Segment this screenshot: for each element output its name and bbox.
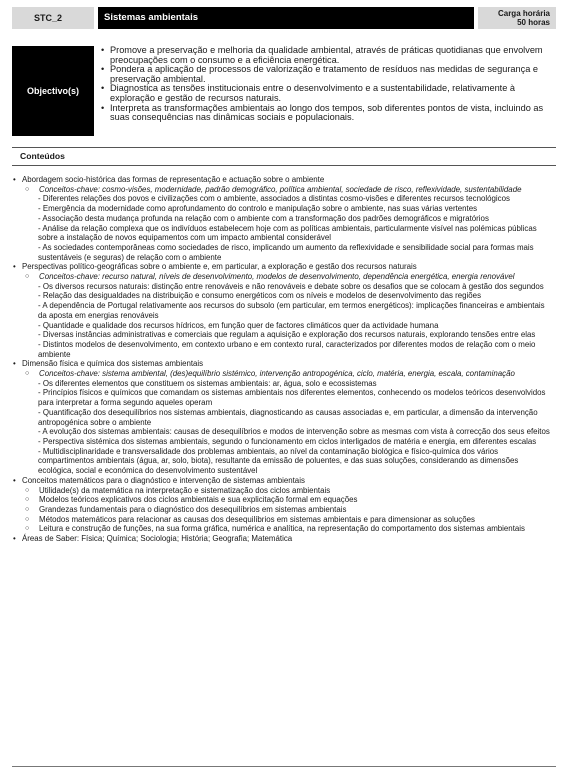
module-title: Sistemas ambientais	[98, 7, 474, 29]
workload-box	[478, 7, 556, 29]
objectives-block	[12, 46, 556, 136]
topic-subitem: ○ Métodos matemáticos para relacionar as causas dos desequilíbrios em sistemas ambientais e para dimensionar as soluções	[12, 515, 552, 525]
topic-subitem: ○ Modelos teóricos explicativos dos ciclos ambientais e sua explicitação formal em equações	[12, 495, 552, 505]
section-divider-bottom	[12, 165, 556, 166]
module-code: STC_2	[12, 7, 94, 29]
objectives-list	[98, 46, 556, 136]
topic-point: - Emergência da modernidade como aprofundamento do controlo e manipulação sobre o ambiente, nas suas várias vertentes	[38, 204, 478, 214]
footer-rule	[12, 766, 556, 767]
topic-point: - Os diferentes elementos que constituem os sistemas ambientais: ar, água, solo e ecossistemas	[38, 378, 377, 388]
objectives-label: Objectivo(s)	[12, 46, 94, 136]
workload-label: Carga horária	[497, 9, 550, 18]
topic-point: - Perspectiva sistémica dos sistemas ambientais, segundo o funcionamento em ciclos interligados de matéria e energia, em diferentes escalas	[38, 436, 537, 446]
topic-title: • Abordagem socio-histórica das formas de representação e actuação sobre o ambiente	[12, 175, 552, 185]
section-divider-top	[12, 147, 556, 148]
workload-value: 50 horas	[517, 18, 550, 27]
contents-list	[12, 175, 552, 544]
topic-title: • Dimensão física e química dos sistemas ambientais	[12, 359, 552, 369]
topic-point: - Princípios físicos e químicos que comandam os sistemas ambientais nos diferentes elementos, conhecendo os modelos teóricos desenvolvidos para interpretar a forma segundo aqueles operam	[38, 388, 546, 408]
topic-keywords: ○ Conceitos-chave: sistema ambiental, (des)equilíbrio sistémico, intervenção antropogénica, ciclo, matéria, energia, escala, contaminação	[12, 369, 552, 379]
topic-subitem: ○ Grandezas fundamentais para o diagnóstico dos desequilíbrios em sistemas ambientais	[12, 505, 552, 515]
module-header	[12, 7, 556, 29]
topic-point: - A evolução dos sistemas ambientais: causas de desequilíbrios e modos de intervenção sobre as mesmas com vista à correcção dos seus efeitos	[38, 427, 550, 437]
topic-subitem: ○ Utilidade(s) da matemática na interpretação e sistematização dos ciclos ambientais	[12, 486, 552, 496]
topic-keywords: ○ Conceitos-chave: recurso natural, níveis de desenvolvimento, modelos de desenvolvimento, dependência energética, energia renovável	[12, 272, 552, 282]
objective-item: • Promove a preservação e melhoria da qualidade ambiental, através de práticas quotidianas que envolvem preocupações com o consumo e a eficiência energética.	[110, 46, 552, 65]
topic-subitem: ○ Leitura e construção de funções, na sua forma gráfica, numérica e analítica, na representação do comportamento dos sistemas ambientais	[12, 524, 552, 534]
topic-point: - A dependência de Portugal relativamente aos recursos do subsolo (em particular, em termos energéticos): implicações financeiras e ambientais da aposta em energias renováveis	[38, 301, 545, 320]
topic-point: - Relação das desigualdades na distribuição e consumo energéticos com os níveis e modelos de desenvolvimento das regiões	[38, 291, 482, 301]
topic-point: - Os diversos recursos naturais: distinção entre renováveis e não renováveis e debate sobre os desafios que se colocam à gestão dos segundos	[38, 281, 544, 291]
topic-point: - Associação desta mudança profunda na relação com o ambiente com a transformação dos padrões demográficos e migratórios	[38, 213, 489, 223]
topic-point: - Quantificação dos desequilíbrios nos sistemas ambientais, diagnosticando as causas associadas e, em particular, a dimensão da intervenção antropogénica sobre o ambiente	[38, 407, 538, 427]
topic-point: - Multidisciplinaridade e transversalidade dos problemas ambientais, ao nível da contaminação biológica e físico-química dos vários compartimentos ambientais (água, ar, solo, biota), resultante da emissão de poluentes, e das suas soluções, considerando as dimensões ecológica, social e económica do desenvolvimento sustentável	[38, 446, 519, 476]
objective-item: • Diagnostica as tensões institucionais entre o desenvolvimento e a sustentabilidade, relativamente à exploração e gestão de recursos naturais.	[110, 84, 552, 103]
topic-point: - Quantidade e qualidade dos recursos hídricos, em função quer de factores climáticos quer da actividade humana	[38, 320, 439, 330]
knowledge-areas: • Áreas de Saber: Física; Química; Sociologia; História; Geografia; Matemática	[12, 534, 552, 544]
objective-item: • Interpreta as transformações ambientais ao longo dos tempos, sob diferentes pontos de vista, incluindo as suas consequências nas dinâmicas sociais e populacionais.	[110, 104, 552, 123]
topic-title: • Perspectivas político-geográficas sobre o ambiente e, em particular, a exploração e gestão dos recursos naturais	[12, 262, 552, 272]
objective-item: • Pondera a aplicação de processos de valorização e tratamento de resíduos nas medidas de segurança e preservação ambiental.	[110, 65, 552, 84]
topic-point: - Distintos modelos de desenvolvimento, em contexto urbano e em contexto rural, caracterizados por diferentes modos de relação com o meio ambiente	[38, 339, 536, 359]
topic-point: - Diferentes relações dos povos e civilizações com o ambiente, associados a distintas cosmo-visões e diferentes recursos tecnológicos	[38, 194, 510, 204]
topic-point: - As sociedades contemporâneas como sociedades de risco, implicando um aumento da reflexividade e sensibilidade social para formas mais sustentáveis (e seguras) de relação com o ambiente	[38, 242, 534, 262]
topic-keywords: ○ Conceitos-chave: cosmo-visões, modernidade, padrão demográfico, política ambiental, sociedade de risco, reflexividade, sustentabilidade	[12, 185, 552, 195]
topic-title: • Conceitos matemáticos para o diagnóstico e intervenção de sistemas ambientais	[12, 476, 552, 486]
contents-heading: Conteúdos	[20, 151, 65, 161]
topic-point: - Análise da relação complexa que os indivíduos estabelecem hoje com as políticas ambientais, particularmente visível nas polémicas públicas sobre a instalação de novos equipamentos com um impacto ambiental considerável	[38, 223, 537, 243]
topic-point: - Diversas instâncias administrativas e comerciais que regulam a aquisição e exploração dos recursos naturais, explorando tensões entre elas	[38, 330, 536, 340]
